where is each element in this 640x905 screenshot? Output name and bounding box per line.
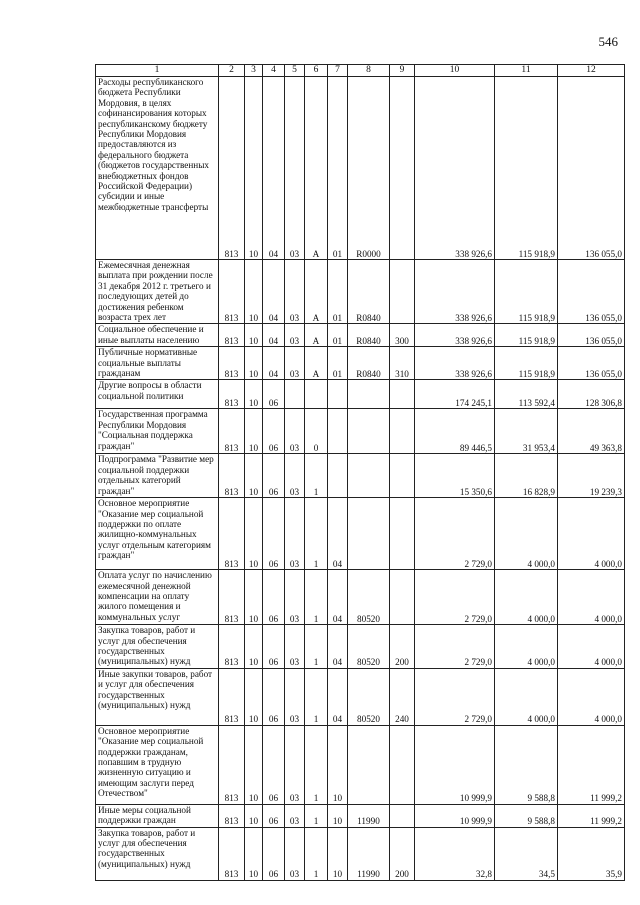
- cell-col-11: 16 828,9: [495, 454, 558, 498]
- cell-col-4: 06: [263, 409, 285, 454]
- cell-col-4: 06: [263, 380, 285, 409]
- cell-col-9: [390, 570, 415, 625]
- cell-col-7: [328, 454, 348, 498]
- cell-col-7: 01: [328, 324, 348, 347]
- cell-col-6: [305, 380, 328, 409]
- cell-col-4: 06: [263, 725, 285, 804]
- cell-col-6: 1: [305, 498, 328, 570]
- cell-col-3: 10: [245, 668, 263, 725]
- budget-table: [95, 64, 625, 881]
- cell-col-8: 11990: [348, 804, 390, 827]
- cell-col-10: 10 999,9: [415, 725, 495, 804]
- cell-col-7: 04: [328, 668, 348, 725]
- cell-col-3: 10: [245, 324, 263, 347]
- cell-col-9: [390, 725, 415, 804]
- table-row: [96, 454, 625, 498]
- cell-col-11: 115 918,9: [495, 260, 558, 324]
- cell-col-4: 04: [263, 324, 285, 347]
- cell-col-7: [328, 409, 348, 454]
- cell-col-3: 10: [245, 260, 263, 324]
- cell-col-11: 113 592,4: [495, 380, 558, 409]
- column-header-2: 2: [219, 65, 245, 77]
- cell-col-7: [328, 380, 348, 409]
- table-row: [96, 498, 625, 570]
- cell-col-2: 813: [219, 625, 245, 669]
- cell-col-11: 4 000,0: [495, 625, 558, 669]
- column-header-12: 12: [558, 65, 625, 77]
- row-name: Закупка товаров, работ и услуг для обеспечения государственных (муниципальных) нужд: [96, 625, 219, 669]
- cell-col-7: 10: [328, 725, 348, 804]
- cell-col-12: 136 055,0: [558, 77, 625, 260]
- cell-col-10: 89 446,5: [415, 409, 495, 454]
- cell-col-8: [348, 498, 390, 570]
- cell-col-6: 1: [305, 804, 328, 827]
- cell-col-4: 06: [263, 804, 285, 827]
- table-row: [96, 804, 625, 827]
- cell-col-2: 813: [219, 570, 245, 625]
- row-name: Иные закупки товаров, работ и услуг для обеспечения государственных (муниципальных) нужд: [96, 668, 219, 725]
- cell-col-5: [285, 380, 305, 409]
- cell-col-9: [390, 380, 415, 409]
- cell-col-11: 115 918,9: [495, 77, 558, 260]
- cell-col-5: 03: [285, 570, 305, 625]
- cell-col-3: 10: [245, 625, 263, 669]
- cell-col-2: 813: [219, 804, 245, 827]
- cell-col-6: А: [305, 347, 328, 380]
- cell-col-6: 0: [305, 409, 328, 454]
- row-name: Государственная программа Республики Мордовия "Социальная поддержка граждан": [96, 409, 219, 454]
- cell-col-5: 03: [285, 324, 305, 347]
- cell-col-11: 9 588,8: [495, 804, 558, 827]
- table-row: [96, 347, 625, 380]
- cell-col-9: [390, 409, 415, 454]
- cell-col-10: 338 926,6: [415, 324, 495, 347]
- column-header-9: 9: [390, 65, 415, 77]
- row-name: Подпрограмма "Развитие мер социальной поддержки отдельных категорий граждан": [96, 454, 219, 498]
- cell-col-2: 813: [219, 77, 245, 260]
- cell-col-8: 11990: [348, 827, 390, 880]
- cell-col-11: 9 588,8: [495, 725, 558, 804]
- cell-col-7: 01: [328, 260, 348, 324]
- cell-col-11: 4 000,0: [495, 498, 558, 570]
- row-name: Основное мероприятие "Оказание мер социальной поддержки по оплате жилищно-коммунальных услуг отдельным категориям граждан": [96, 498, 219, 570]
- cell-col-5: 03: [285, 498, 305, 570]
- cell-col-6: 1: [305, 668, 328, 725]
- cell-col-11: 115 918,9: [495, 324, 558, 347]
- cell-col-12: 49 363,8: [558, 409, 625, 454]
- column-header-5: 5: [285, 65, 305, 77]
- cell-col-5: 03: [285, 827, 305, 880]
- cell-col-9: 200: [390, 625, 415, 669]
- row-name: Расходы республиканского бюджета Республики Мордовия, в целях софинансирования которых республиканскому бюджету Республики Мордовия предоставляются из федерального бюджета (бюджетов государственных внебюджетных фондов Российской Федерации) субсидии и иные межбюджетные трансферты: [96, 77, 219, 260]
- cell-col-9: [390, 804, 415, 827]
- cell-col-12: 11 999,2: [558, 725, 625, 804]
- cell-col-12: 128 306,8: [558, 380, 625, 409]
- cell-col-2: 813: [219, 668, 245, 725]
- cell-col-10: 2 729,0: [415, 498, 495, 570]
- cell-col-11: 4 000,0: [495, 668, 558, 725]
- table-row: [96, 725, 625, 804]
- cell-col-8: 80520: [348, 625, 390, 669]
- cell-col-3: 10: [245, 347, 263, 380]
- table-body: [96, 77, 625, 881]
- cell-col-4: 06: [263, 625, 285, 669]
- cell-col-7: 10: [328, 827, 348, 880]
- cell-col-6: А: [305, 77, 328, 260]
- cell-col-9: 300: [390, 324, 415, 347]
- table-row: [96, 827, 625, 880]
- table-row: [96, 570, 625, 625]
- cell-col-4: 04: [263, 260, 285, 324]
- cell-col-7: 01: [328, 347, 348, 380]
- cell-col-6: 1: [305, 827, 328, 880]
- cell-col-10: 2 729,0: [415, 668, 495, 725]
- column-header-3: 3: [245, 65, 263, 77]
- page-number: 546: [598, 34, 618, 49]
- cell-col-12: 136 055,0: [558, 347, 625, 380]
- cell-col-4: 06: [263, 827, 285, 880]
- column-header-6: 6: [305, 65, 328, 77]
- cell-col-10: 338 926,6: [415, 347, 495, 380]
- cell-col-3: 10: [245, 77, 263, 260]
- cell-col-3: 10: [245, 454, 263, 498]
- cell-col-2: 813: [219, 409, 245, 454]
- cell-col-12: 19 239,3: [558, 454, 625, 498]
- row-name: Оплата услуг по начислению ежемесячной денежной компенсации на оплату жилого помещения и коммунальных услуг: [96, 570, 219, 625]
- cell-col-7: 04: [328, 498, 348, 570]
- table-row: [96, 324, 625, 347]
- row-name: Основное мероприятие "Оказание мер социальной поддержки гражданам, попавшим в трудную жизненную ситуацию и имеющим заслуги перед Отечеством": [96, 725, 219, 804]
- cell-col-9: [390, 260, 415, 324]
- cell-col-6: 1: [305, 625, 328, 669]
- cell-col-3: 10: [245, 804, 263, 827]
- cell-col-12: 4 000,0: [558, 570, 625, 625]
- cell-col-12: 35,9: [558, 827, 625, 880]
- cell-col-10: 10 999,9: [415, 804, 495, 827]
- cell-col-7: 01: [328, 77, 348, 260]
- cell-col-9: 200: [390, 827, 415, 880]
- cell-col-2: 813: [219, 324, 245, 347]
- cell-col-8: R0840: [348, 324, 390, 347]
- cell-col-3: 10: [245, 380, 263, 409]
- cell-col-12: 11 999,2: [558, 804, 625, 827]
- cell-col-5: 03: [285, 725, 305, 804]
- cell-col-12: 4 000,0: [558, 668, 625, 725]
- cell-col-5: 03: [285, 625, 305, 669]
- table-row: [96, 668, 625, 725]
- cell-col-8: [348, 454, 390, 498]
- cell-col-10: 2 729,0: [415, 570, 495, 625]
- cell-col-8: 80520: [348, 570, 390, 625]
- cell-col-11: 31 953,4: [495, 409, 558, 454]
- cell-col-9: [390, 454, 415, 498]
- cell-col-8: R0840: [348, 347, 390, 380]
- cell-col-5: 03: [285, 668, 305, 725]
- table-row: [96, 77, 625, 260]
- cell-col-4: 06: [263, 454, 285, 498]
- cell-col-8: R0840: [348, 260, 390, 324]
- cell-col-5: 03: [285, 454, 305, 498]
- row-name: Социальное обеспечение и иные выплаты населению: [96, 324, 219, 347]
- cell-col-5: 03: [285, 347, 305, 380]
- cell-col-4: 04: [263, 77, 285, 260]
- cell-col-2: 813: [219, 260, 245, 324]
- cell-col-12: 4 000,0: [558, 625, 625, 669]
- cell-col-9: [390, 77, 415, 260]
- column-header-4: 4: [263, 65, 285, 77]
- cell-col-7: 04: [328, 570, 348, 625]
- cell-col-10: 32,8: [415, 827, 495, 880]
- row-name: Иные меры социальной поддержки граждан: [96, 804, 219, 827]
- cell-col-7: 10: [328, 804, 348, 827]
- cell-col-10: 15 350,6: [415, 454, 495, 498]
- header-row: [96, 65, 625, 77]
- row-name: Закупка товаров, работ и услуг для обеспечения государственных (муниципальных) нужд: [96, 827, 219, 880]
- row-name: Ежемесячная денежная выплата при рождении после 31 декабря 2012 г. третьего и последующих детей до достижения ребенком возраста трех лет: [96, 260, 219, 324]
- cell-col-8: [348, 409, 390, 454]
- cell-col-12: 4 000,0: [558, 498, 625, 570]
- cell-col-3: 10: [245, 498, 263, 570]
- cell-col-5: 03: [285, 804, 305, 827]
- cell-col-10: 174 245,1: [415, 380, 495, 409]
- table-row: [96, 409, 625, 454]
- cell-col-8: [348, 380, 390, 409]
- table-row: [96, 380, 625, 409]
- cell-col-10: 338 926,6: [415, 77, 495, 260]
- cell-col-4: 06: [263, 570, 285, 625]
- cell-col-2: 813: [219, 454, 245, 498]
- row-name: Публичные нормативные социальные выплаты гражданам: [96, 347, 219, 380]
- column-header-10: 10: [415, 65, 495, 77]
- cell-col-2: 813: [219, 725, 245, 804]
- cell-col-8: [348, 725, 390, 804]
- cell-col-2: 813: [219, 498, 245, 570]
- cell-col-12: 136 055,0: [558, 324, 625, 347]
- cell-col-5: 03: [285, 409, 305, 454]
- cell-col-5: 03: [285, 77, 305, 260]
- cell-col-4: 06: [263, 498, 285, 570]
- cell-col-11: 4 000,0: [495, 570, 558, 625]
- column-header-11: 11: [495, 65, 558, 77]
- cell-col-2: 813: [219, 827, 245, 880]
- cell-col-8: 80520: [348, 668, 390, 725]
- table-row: [96, 625, 625, 669]
- cell-col-8: R0000: [348, 77, 390, 260]
- column-header-7: 7: [328, 65, 348, 77]
- cell-col-12: 136 055,0: [558, 260, 625, 324]
- cell-col-10: 338 926,6: [415, 260, 495, 324]
- cell-col-10: 2 729,0: [415, 625, 495, 669]
- cell-col-11: 34,5: [495, 827, 558, 880]
- cell-col-4: 06: [263, 668, 285, 725]
- cell-col-2: 813: [219, 380, 245, 409]
- cell-col-6: А: [305, 324, 328, 347]
- cell-col-3: 10: [245, 409, 263, 454]
- cell-col-6: 1: [305, 454, 328, 498]
- cell-col-7: 04: [328, 625, 348, 669]
- row-name: Другие вопросы в области социальной политики: [96, 380, 219, 409]
- cell-col-9: 240: [390, 668, 415, 725]
- cell-col-3: 10: [245, 827, 263, 880]
- cell-col-9: 310: [390, 347, 415, 380]
- cell-col-9: [390, 498, 415, 570]
- cell-col-2: 813: [219, 347, 245, 380]
- cell-col-6: 1: [305, 725, 328, 804]
- cell-col-6: А: [305, 260, 328, 324]
- cell-col-5: 03: [285, 260, 305, 324]
- table-row: [96, 260, 625, 324]
- cell-col-11: 115 918,9: [495, 347, 558, 380]
- cell-col-6: 1: [305, 570, 328, 625]
- cell-col-3: 10: [245, 570, 263, 625]
- cell-col-4: 04: [263, 347, 285, 380]
- column-header-1: 1: [96, 65, 219, 77]
- column-header-8: 8: [348, 65, 390, 77]
- cell-col-3: 10: [245, 725, 263, 804]
